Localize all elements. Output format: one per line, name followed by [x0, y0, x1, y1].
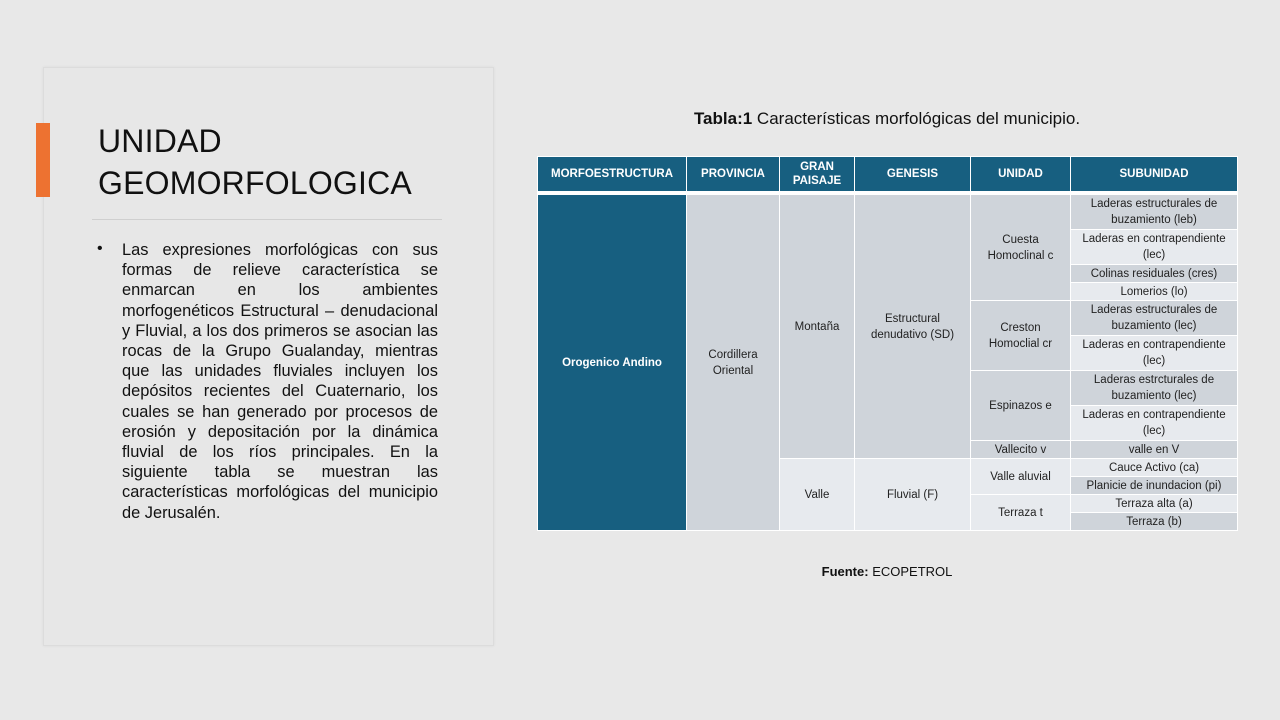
cell-subunidad: Cauce Activo (ca)	[1071, 459, 1238, 477]
slide-title-line2: GEOMORFOLOGICA	[98, 165, 412, 201]
cell-subunidad: valle en V	[1071, 441, 1238, 459]
cell-paisaje-montana: Montaña	[780, 195, 855, 459]
cell-morfoestructura: Orogenico Andino	[538, 195, 687, 531]
cell-genesis-sd: Estructural denudativo (SD)	[855, 195, 971, 459]
table-caption	[538, 109, 1236, 129]
header-unidad: UNIDAD	[971, 157, 1071, 192]
cell-subunidad: Colinas residuales (cres)	[1071, 265, 1238, 283]
table-header-row	[538, 157, 1238, 192]
cell-genesis-f: Fluvial (F)	[855, 459, 971, 531]
table-source	[538, 564, 1236, 579]
table-caption-text: Características morfológicas del municipio.	[752, 109, 1081, 128]
title-divider	[92, 219, 442, 220]
header-subunidad: SUBUNIDAD	[1071, 157, 1238, 192]
cell-subunidad: Terraza (b)	[1071, 513, 1238, 531]
cell-subunidad: Lomerios (lo)	[1071, 283, 1238, 301]
cell-subunidad: Laderas en contrapendiente (lec)	[1071, 336, 1238, 371]
cell-subunidad: Terraza alta (a)	[1071, 495, 1238, 513]
cell-subunidad: Laderas estructurales de buzamiento (lec)	[1071, 301, 1238, 336]
cell-provincia: Cordillera Oriental	[687, 195, 780, 531]
cell-unidad-cuesta: Cuesta Homoclinal c	[971, 195, 1071, 301]
cell-subunidad: Laderas en contrapendiente (lec)	[1071, 406, 1238, 441]
slide-title	[98, 120, 412, 204]
cell-subunidad: Laderas estrcturales de buzamiento (lec)	[1071, 371, 1238, 406]
cell-unidad-terraza: Terraza t	[971, 495, 1071, 531]
cell-unidad-vallecito: Vallecito v	[971, 441, 1071, 459]
title-accent-bar	[36, 123, 50, 197]
header-genesis: GENESIS	[855, 157, 971, 192]
header-gran-paisaje: GRAN PAISAJE	[780, 157, 855, 192]
cell-unidad-creston: Creston Homoclial cr	[971, 301, 1071, 371]
bullet-icon: •	[97, 240, 103, 257]
cell-subunidad: Laderas en contrapendiente (lec)	[1071, 230, 1238, 265]
bullet-paragraph: Las expresiones morfológicas con sus formas de relieve característica se enmarcan en los ambientes morfogenéticos Estructural – denudacional y Fluvial, a los dos primeros se asocian las rocas de la Grupo Gualanday, mientras que las unidades fluviales incluyen los depósitos recientes del Cuaternario, los cuales se han generado por procesos de erosión y depositación por la dinámica fluvial de los ríos principales. En la siguiente tabla se muestran las características morfológicas del municipio de Jerusalén.	[122, 241, 438, 522]
header-morfoestructura: MORFOESTRUCTURA	[538, 157, 687, 192]
table-caption-label: Tabla:1	[693, 109, 753, 128]
header-provincia: PROVINCIA	[687, 157, 780, 192]
cell-subunidad: Planicie de inundacion (pi)	[1071, 477, 1238, 495]
table-row	[538, 195, 1238, 230]
source-value: ECOPETROL	[868, 564, 953, 579]
cell-subunidad: Laderas estructurales de buzamiento (leb)	[1071, 195, 1238, 230]
cell-unidad-espinazos: Espinazos e	[971, 371, 1071, 441]
morphology-table	[537, 156, 1238, 531]
cell-paisaje-valle: Valle	[780, 459, 855, 531]
cell-unidad-valle-aluvial: Valle aluvial	[971, 459, 1071, 495]
slide-title-line1: UNIDAD	[98, 123, 222, 159]
source-label: Fuente:	[821, 564, 869, 579]
